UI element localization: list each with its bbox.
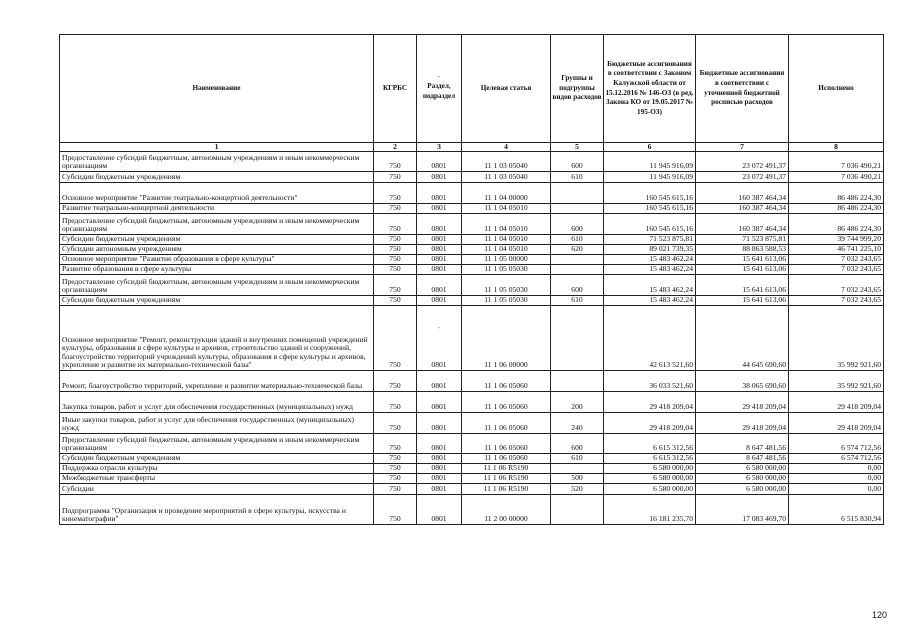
row-section: 0801	[417, 152, 462, 172]
row-budget-law: 29 418 209,04	[604, 392, 696, 413]
row-kgrbs: 750	[374, 371, 417, 392]
row-kgrbs: 750	[374, 204, 417, 214]
row-budget-refined: 38 065 690,60	[696, 371, 789, 392]
budget-table	[59, 34, 884, 525]
table-row	[60, 454, 884, 464]
table-row	[60, 296, 884, 306]
row-kgrbs: 750	[374, 265, 417, 275]
table-row	[60, 413, 884, 434]
row-target: 11 1 05 05030	[462, 265, 551, 275]
row-section: 0801	[417, 454, 462, 464]
row-budget-law: 16 181 235,70	[604, 495, 696, 525]
table-row	[60, 245, 884, 255]
row-executed: 86 486 224,30	[789, 204, 884, 214]
row-name: Подпрограмма "Организация и проведение мероприятий в сфере культуры, искусства и кинематографии"	[60, 495, 374, 525]
table-row	[60, 204, 884, 214]
row-section: 0801	[417, 245, 462, 255]
table-row	[60, 255, 884, 265]
table-row	[60, 265, 884, 275]
row-budget-refined: 6 580 000,00	[696, 484, 789, 495]
row-executed: 35 992 921,60	[789, 371, 884, 392]
row-budget-law: 71 523 875,81	[604, 235, 696, 245]
table-row	[60, 214, 884, 235]
row-group	[551, 183, 604, 204]
row-budget-refined: 71 523 875,81	[696, 235, 789, 245]
header-row	[60, 35, 884, 143]
row-budget-law: 160 545 615,16	[604, 204, 696, 214]
row-budget-law: 11 945 916,09	[604, 152, 696, 172]
row-name: Закупка товаров, работ и услуг для обеспечения государственных (муниципальных) нужд	[60, 392, 374, 413]
column-number-row	[60, 143, 884, 152]
page-number: 120	[872, 610, 888, 620]
row-budget-law: 15 483 462,24	[604, 275, 696, 296]
row-kgrbs: 750	[374, 275, 417, 296]
row-executed: 6 515 830,94	[789, 495, 884, 525]
row-kgrbs: 750	[374, 296, 417, 306]
row-budget-refined: 15 641 613,06	[696, 275, 789, 296]
row-group	[551, 255, 604, 265]
row-kgrbs: 750	[374, 152, 417, 172]
row-budget-refined: 88 863 588,53	[696, 245, 789, 255]
header-group: Группы и подгруппы видов расходов	[551, 35, 604, 143]
row-executed: 86 486 224,30	[789, 214, 884, 235]
row-name: Основное мероприятие "Развитие образования в сфере культуры"	[60, 255, 374, 265]
row-section	[417, 306, 462, 371]
table-row	[60, 306, 884, 371]
table-row	[60, 183, 884, 204]
row-target: 11 1 04 05010	[462, 204, 551, 214]
row-kgrbs: 750	[374, 235, 417, 245]
row-section: 0801	[417, 464, 462, 474]
row-kgrbs: 750	[374, 183, 417, 204]
row-budget-refined: 29 418 209,04	[696, 392, 789, 413]
row-executed: 29 418 209,04	[789, 392, 884, 413]
table-row	[60, 371, 884, 392]
row-name: Субсидии автономным учреждениям	[60, 245, 374, 255]
row-section: 0801	[417, 474, 462, 484]
row-section: 0801	[417, 296, 462, 306]
row-section: 0801	[417, 371, 462, 392]
row-group: 240	[551, 413, 604, 434]
row-executed: 7 036 490,21	[789, 152, 884, 172]
table-row	[60, 434, 884, 454]
row-target: 11 1 05 05030	[462, 275, 551, 296]
row-budget-refined: 160 387 464,34	[696, 183, 789, 204]
row-mark: '	[438, 327, 440, 334]
row-target: 11 1 03 05040	[462, 172, 551, 183]
row-kgrbs: 750	[374, 484, 417, 495]
row-target: 11 1 06 05060	[462, 371, 551, 392]
row-group: 600	[551, 275, 604, 296]
header-budget-law: Бюджетные ассигнования в соответствии с Законом Калужской области от 15.12.2016 № 146-ОЗ (в ред. Закона КО от 19.05.2017 № 195-ОЗ)	[604, 35, 696, 143]
header-section-mark: '	[438, 75, 440, 82]
row-name: Основное мероприятие "Ремонт, реконструкция зданий и внутренних помещений учреждений культуры, образования в сфере культуры и архивов, строительство зданий и сооружений, благоустройство территорий учреждений культуры, образования в сфере культуры и архивов, укрепление и развитие их материально-технической базы"	[60, 306, 374, 371]
table-row	[60, 392, 884, 413]
row-budget-law: 6 580 000,00	[604, 484, 696, 495]
column-number: 3	[417, 143, 462, 152]
row-group: 600	[551, 434, 604, 454]
row-group	[551, 464, 604, 474]
table-row	[60, 172, 884, 183]
row-name: Иные закупки товаров, работ и услуг для обеспечения государственных (муниципальных) нужд	[60, 413, 374, 434]
row-section: 0801	[417, 495, 462, 525]
row-executed: 7 032 243,65	[789, 255, 884, 265]
row-target: 11 1 06 05060	[462, 413, 551, 434]
row-group: 610	[551, 296, 604, 306]
row-section-value: 0801	[431, 360, 447, 370]
row-budget-law: 89 021 739,35	[604, 245, 696, 255]
row-kgrbs: 750	[374, 495, 417, 525]
table-row	[60, 474, 884, 484]
row-executed: 46 741 225,10	[789, 245, 884, 255]
row-executed: 7 032 243,65	[789, 296, 884, 306]
row-budget-refined: 8 647 481,56	[696, 434, 789, 454]
row-executed: 0,00	[789, 464, 884, 474]
row-target: 11 1 05 05030	[462, 296, 551, 306]
row-group	[551, 371, 604, 392]
column-number: 5	[551, 143, 604, 152]
row-kgrbs: 750	[374, 306, 417, 371]
row-budget-refined: 8 647 481,56	[696, 454, 789, 464]
table-row	[60, 484, 884, 495]
row-kgrbs: 750	[374, 464, 417, 474]
row-budget-refined: 17 083 469,70	[696, 495, 789, 525]
header-name: Наименование	[60, 35, 374, 143]
row-group: 600	[551, 152, 604, 172]
row-group: 500	[551, 474, 604, 484]
row-section: 0801	[417, 434, 462, 454]
header-budget-refined: Бюджетные ассигнования в соответствии с уточненной бюджетной росписью расходов	[696, 35, 789, 143]
row-target: 11 1 04 05010	[462, 245, 551, 255]
row-target: 11 1 03 05040	[462, 152, 551, 172]
table-row	[60, 495, 884, 525]
row-budget-law: 6 615 312,56	[604, 454, 696, 464]
row-group: 610	[551, 235, 604, 245]
row-kgrbs: 750	[374, 392, 417, 413]
row-target: 11 1 06 00000	[462, 306, 551, 371]
row-group	[551, 306, 604, 371]
column-number: 1	[60, 143, 374, 152]
row-budget-law: 42 613 521,60	[604, 306, 696, 371]
header-executed: Исполнено	[789, 35, 884, 143]
row-executed: 7 036 490,21	[789, 172, 884, 183]
row-budget-refined: 15 641 613,06	[696, 255, 789, 265]
table-row	[60, 235, 884, 245]
row-target: 11 1 04 00000	[462, 183, 551, 204]
row-name: Предоставление субсидий бюджетным, автономным учреждениям и иным некоммерческим организациям	[60, 275, 374, 296]
row-name: Развитие театрально-концертной деятельности	[60, 204, 374, 214]
row-budget-law: 29 418 209,04	[604, 413, 696, 434]
row-group: 600	[551, 214, 604, 235]
row-budget-law: 11 945 916,09	[604, 172, 696, 183]
row-target: 11 1 06 R5190	[462, 464, 551, 474]
header-target: Целевая статья	[462, 35, 551, 143]
column-number: 4	[462, 143, 551, 152]
row-group: 200	[551, 392, 604, 413]
row-target: 11 1 06 05060	[462, 434, 551, 454]
row-name: Субсидии	[60, 484, 374, 495]
row-section: 0801	[417, 265, 462, 275]
row-name: Предоставление субсидий бюджетным, автономным учреждениям и иным некоммерческим организациям	[60, 434, 374, 454]
row-budget-law: 36 033 521,60	[604, 371, 696, 392]
row-executed: 35 992 921,60	[789, 306, 884, 371]
row-section: 0801	[417, 204, 462, 214]
row-budget-refined: 15 641 613,06	[696, 296, 789, 306]
row-kgrbs: 750	[374, 413, 417, 434]
header-section	[417, 35, 462, 143]
column-number: 7	[696, 143, 789, 152]
row-name: Предоставление субсидий бюджетным, автономным учреждениям и иным некоммерческим организациям	[60, 214, 374, 235]
row-name: Предоставление субсидий бюджетным, автономным учреждениям и иным некоммерческим организациям	[60, 152, 374, 172]
row-budget-law: 160 545 615,16	[604, 214, 696, 235]
row-budget-refined: 6 580 000,00	[696, 474, 789, 484]
row-section: 0801	[417, 392, 462, 413]
table-row	[60, 152, 884, 172]
row-budget-refined: 44 645 690,60	[696, 306, 789, 371]
row-group: 610	[551, 172, 604, 183]
row-target: 11 1 04 05010	[462, 214, 551, 235]
row-section: 0801	[417, 172, 462, 183]
row-budget-refined: 15 641 613,06	[696, 265, 789, 275]
row-executed: 86 486 224,30	[789, 183, 884, 204]
row-budget-refined: 23 072 491,37	[696, 152, 789, 172]
row-target: 11 1 06 05060	[462, 454, 551, 464]
row-executed: 39 744 999,20	[789, 235, 884, 245]
row-group: 620	[551, 245, 604, 255]
row-kgrbs: 750	[374, 214, 417, 235]
row-name: Субсидии бюджетным учреждениям	[60, 235, 374, 245]
row-section: 0801	[417, 484, 462, 495]
row-name: Основное мероприятие "Развитие театрально-концертной деятельности"	[60, 183, 374, 204]
row-budget-law: 15 483 462,24	[604, 296, 696, 306]
row-budget-refined: 29 418 209,04	[696, 413, 789, 434]
row-target: 11 2 00 00000	[462, 495, 551, 525]
row-name: Ремонт, благоустройство территорий, укрепление и развитие материально-технической базы	[60, 371, 374, 392]
row-section: 0801	[417, 214, 462, 235]
row-kgrbs: 750	[374, 172, 417, 183]
row-executed: 0,00	[789, 474, 884, 484]
row-kgrbs: 750	[374, 474, 417, 484]
row-target: 11 1 06 05060	[462, 392, 551, 413]
row-kgrbs: 750	[374, 434, 417, 454]
column-number: 8	[789, 143, 884, 152]
row-name: Поддержка отрасли культуры	[60, 464, 374, 474]
column-number: 2	[374, 143, 417, 152]
row-group: 520	[551, 484, 604, 495]
row-target: 11 1 06 R5190	[462, 474, 551, 484]
row-name: Субсидии бюджетным учреждениям	[60, 454, 374, 464]
row-section: 0801	[417, 413, 462, 434]
table-row	[60, 464, 884, 474]
row-kgrbs: 750	[374, 245, 417, 255]
header-kgrbs: КГРБС	[374, 35, 417, 143]
row-group	[551, 495, 604, 525]
row-target: 11 1 05 00000	[462, 255, 551, 265]
row-budget-refined: 6 580 000,00	[696, 464, 789, 474]
row-name: Межбюджетные трансферты	[60, 474, 374, 484]
row-budget-law: 6 580 000,00	[604, 464, 696, 474]
row-budget-law: 15 483 462,24	[604, 255, 696, 265]
header-section-label: Раздел, подраздел	[422, 81, 456, 100]
row-budget-law: 15 483 462,24	[604, 265, 696, 275]
row-executed: 0,00	[789, 484, 884, 495]
row-name: Субсидии бюджетным учреждениям	[60, 296, 374, 306]
row-group: 610	[551, 454, 604, 464]
row-kgrbs: 750	[374, 255, 417, 265]
row-name: Развитие образования в сфере культуры	[60, 265, 374, 275]
row-budget-law: 6 615 312,56	[604, 434, 696, 454]
row-budget-law: 160 545 615,16	[604, 183, 696, 204]
row-target: 11 1 06 R5190	[462, 484, 551, 495]
row-budget-refined: 23 072 491,37	[696, 172, 789, 183]
row-section: 0801	[417, 275, 462, 296]
row-budget-refined: 160 387 464,34	[696, 204, 789, 214]
column-number: 6	[604, 143, 696, 152]
row-section: 0801	[417, 183, 462, 204]
row-executed: 7 032 243,65	[789, 275, 884, 296]
row-section: 0801	[417, 235, 462, 245]
row-section: 0801	[417, 255, 462, 265]
row-name: Субсидии бюджетным учреждениям	[60, 172, 374, 183]
row-group	[551, 204, 604, 214]
table-body	[60, 152, 884, 525]
row-budget-refined: 160 387 464,34	[696, 214, 789, 235]
row-executed: 7 032 243,65	[789, 265, 884, 275]
row-executed: 6 574 712,56	[789, 434, 884, 454]
row-kgrbs: 750	[374, 454, 417, 464]
table-row	[60, 275, 884, 296]
row-target: 11 1 04 05010	[462, 235, 551, 245]
row-budget-law: 6 580 000,00	[604, 474, 696, 484]
row-executed: 29 418 209,04	[789, 413, 884, 434]
row-group	[551, 265, 604, 275]
row-executed: 6 574 712,56	[789, 454, 884, 464]
